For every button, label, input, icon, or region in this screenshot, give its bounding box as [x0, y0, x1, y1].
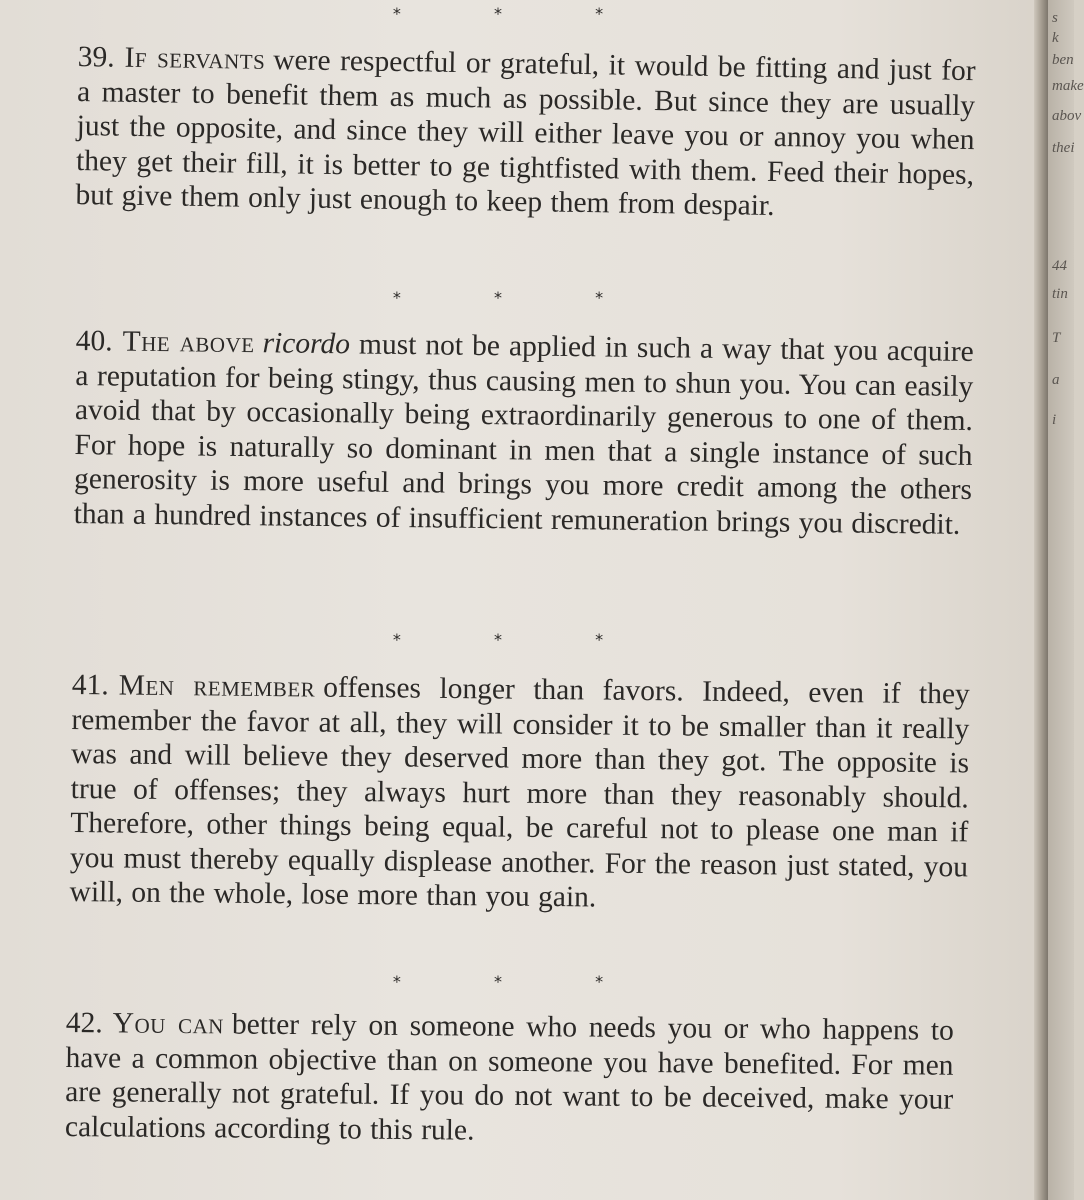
- facing-page-fragment: i: [1052, 412, 1057, 428]
- section-separator: * * *: [392, 4, 648, 23]
- entry-lead-words: If servants: [124, 41, 266, 76]
- facing-page-fragment: k: [1052, 30, 1059, 46]
- entry-number: 39.: [77, 40, 115, 74]
- entry-number: 40.: [75, 324, 113, 358]
- facing-page-fragment: abov: [1052, 108, 1082, 124]
- entry-lead-words: The above: [122, 325, 255, 360]
- ricordo-40: [73, 324, 973, 542]
- facing-page-fragment: make: [1052, 78, 1084, 94]
- section-separator: * * *: [392, 630, 648, 649]
- section-separator: * * *: [392, 972, 648, 991]
- facing-page-fragment: ben: [1052, 52, 1074, 68]
- entry-lead-words: You can: [112, 1007, 225, 1041]
- facing-page-fragment: s: [1052, 10, 1058, 26]
- entry-body: must not be applied in such a way that you acquire a reputation for being stingy, thus causing men to shun you. You can easily avoid that by occasionally being extraordinarily generous to one of them. For hope is naturally so dominant in men that a single instance of such generosity is more useful and brings you more credit among the others than a hundred instances of insufficient remuneration brings you discredit.: [73, 328, 974, 541]
- facing-page-fragment: T: [1052, 330, 1061, 346]
- entry-number: 41.: [71, 668, 109, 702]
- facing-page-fragment: thei: [1052, 140, 1075, 156]
- ricordo-41: [69, 668, 969, 919]
- facing-page-fragment: 44: [1052, 258, 1067, 274]
- entry-body: were respectful or grateful, it would be fitting and just for a master to benefit them as much as possible. But since they are usually just the opposite, and since they will either leave you or annoy you when they get their fill, it is better to ge tightfisted with them. Feed their hopes, but give them only just enough to keep them from despair.: [75, 44, 976, 222]
- ricordo-42: [65, 1006, 954, 1152]
- facing-page-fragment: tin: [1052, 286, 1068, 302]
- facing-page-edge: [1048, 0, 1084, 1200]
- book-gutter: [1034, 0, 1048, 1200]
- entry-italic-term: ricordo: [262, 327, 351, 361]
- ricordo-39: [75, 40, 976, 227]
- entry-body: offenses longer than favors. Indeed, even if they remember the favor at all, they will consider it to be smaller than it really was and will believe they deserved more than they got. The opposite is true of offenses; they always hurt more than they reasonably should. Therefore, other things being equal, be careful not to please one man if you must thereby equally displease another. For the reason just stated, you will, on the whole, lose more than you gain.: [69, 671, 970, 914]
- entry-body: better rely on someone who needs you or who happens to have a common objective than on someone you have benefited. For men are generally not grateful. If you do not want to be deceived, make your calculations according to this rule.: [64, 1008, 954, 1147]
- entry-lead-words: Men remember: [118, 669, 316, 704]
- section-separator: * * *: [392, 288, 648, 307]
- facing-page-fragment: a: [1052, 372, 1060, 388]
- entry-number: 42.: [65, 1006, 103, 1040]
